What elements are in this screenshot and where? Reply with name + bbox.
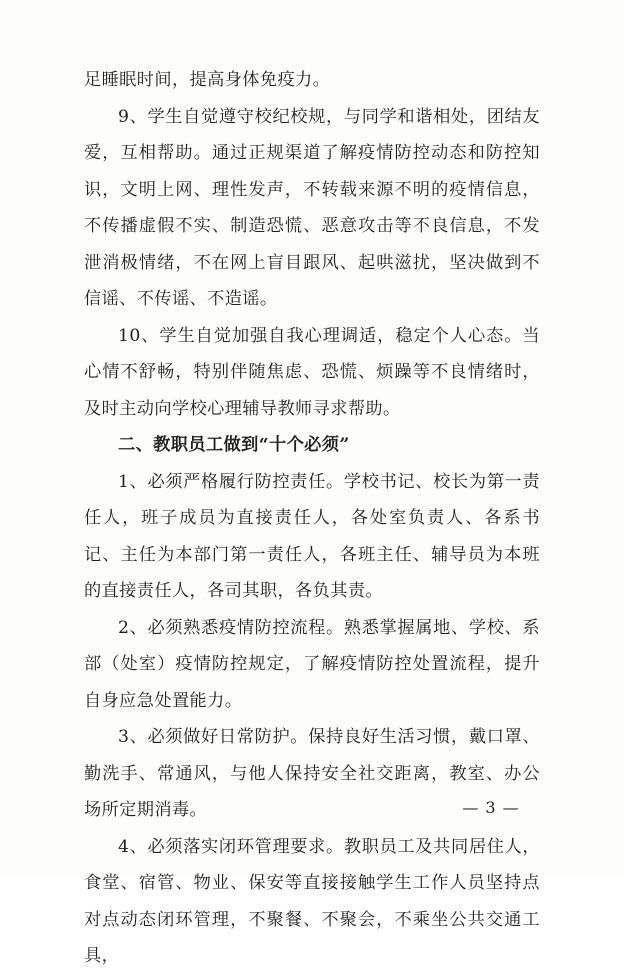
section-heading: 二、教职员工做到“十个必须” <box>118 435 350 455</box>
paragraph-staff-4: 4、必须落实闭环管理要求。教职员工及共同居住人，食堂、宿管、物业、保安等直接接触学生工作人员坚持点对点动态闭环管理，不聚餐、不聚会，不乘坐公共交通工具， <box>84 836 540 966</box>
paragraph-item-10: 10、学生自觉加强自我心理调适，稳定个人心态。当心情不舒畅，特别伴随焦虑、恐慌、烦躁等不良情绪时，及时主动向学校心理辅导教师寻求帮助。 <box>84 325 540 419</box>
paragraph-staff-2: 2、必须熟悉疫情防控流程。熟悉掌握属地、学校、系部（处室）疫情防控规定，了解疫情防控处置流程，提升自身应急处置能力。 <box>84 617 540 711</box>
paragraph-staff-3: 3、必须做好日常防护。保持良好生活习惯，戴口罩、勤洗手、常通风，与他人保持安全社交距离，教室、办公场所定期消毒。 <box>84 727 540 820</box>
paragraph-staff-1: 1、必须严格履行防控责任。学校书记、校长为第一责任人，班子成员为直接责任人，各处室负责人、各系书记、主任为本部门第一责任人，各班主任、辅导员为本班的直接责任人，各司其职，各负其责。 <box>84 471 540 601</box>
page-number: — 3 — <box>462 798 520 817</box>
paragraph-item-9: 9、学生自觉遵守校纪校规，与同学和谐相处，团结友爱，互相帮助。通过正规渠道了解疫情防控动态和防控知识，文明上网、理性发声，不转载来源不明的疫情信息，不传播虚假不实、制造恐慌、恶意攻击等不良信息，不发泄消极情绪，不在网上盲目跟风、起哄滋扰，坚决做到不信谣、不传谣、不造谣。 <box>84 106 540 309</box>
paragraph-continuation: 足睡眠时间，提高身体免疫力。 <box>84 70 331 90</box>
document-body <box>84 62 540 975</box>
